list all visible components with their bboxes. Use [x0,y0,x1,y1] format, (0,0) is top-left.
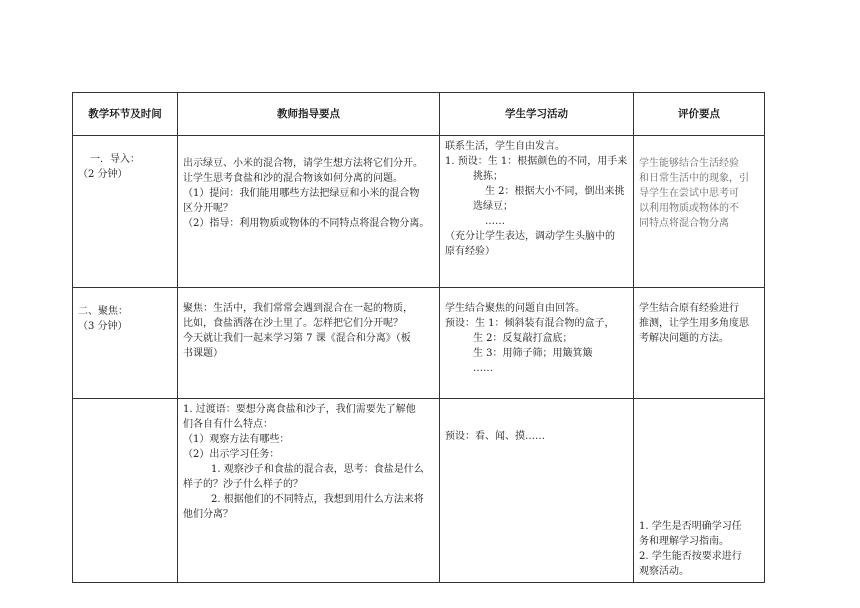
student-line: 挑拣； [473,171,503,182]
header-evaluation-points: 评价要点 [634,93,765,136]
evaluation-line: 观察活动。 [639,566,689,577]
student-line: 预设：生 1：倾斜装有混合物的盒子， [445,318,615,329]
stage-cell [73,288,178,399]
evaluation-line: 考解决问题的方法。 [639,333,729,344]
student-line: …… [485,216,505,227]
student-cell [440,399,634,583]
teacher-line: 书课题） [183,348,223,359]
table-row [73,136,765,288]
teacher-line: 他们分离？ [183,509,233,520]
student-line: 生 2：根据大小不同，倒出来挑 [485,186,625,197]
stage-time: （3 分钟） [78,321,128,332]
evaluation-cell [634,399,765,583]
stage-name: 一．导入： [90,154,140,165]
teacher-line: （1）观察方法有哪些： [183,434,290,445]
student-line: 学生结合聚焦的问题自由回答。 [445,303,585,314]
evaluation-line: 同特点将混合物分离 [639,218,729,229]
evaluation-line: 学生能够结合生活经验 [639,158,739,169]
teacher-line: 2. 根据他们的不同特点，我想到用什么方法来将 [211,494,424,505]
evaluation-line: 2. 学生能否按要求进行 [639,551,742,562]
student-line: （充分让学生表达，调动学生头脑中的 [445,231,615,242]
teacher-line: 区分开呢？ [183,203,233,214]
evaluation-cell [634,288,765,399]
header-student-activity: 学生学习活动 [440,93,634,136]
evaluation-line: 学生结合原有经验进行 [639,303,739,314]
header-teacher-points: 教师指导要点 [178,93,440,136]
student-line: …… [473,363,493,374]
teacher-line: （2）指导：利用物质或物体的不同特点将混合物分离。 [183,218,430,229]
stage-cell [73,399,178,583]
stage-name: 二、聚焦： [78,306,128,317]
teacher-cell [178,288,440,399]
teacher-line: 们各自有什么特点： [183,419,273,430]
header-stage-time: 教学环节及时间 [73,93,178,136]
student-line: 生 2：反复敲打盒底； [473,333,573,344]
teacher-cell [178,399,440,583]
evaluation-line: 推测，让学生用多角度思 [639,318,749,329]
stage-time: （2 分钟） [78,169,128,180]
evaluation-cell [634,136,765,288]
student-line: 选绿豆； [473,201,513,212]
teacher-line: 出示绿豆、小米的混合物，请学生想方法将它们分开。 [183,158,423,169]
student-line: 预设：看、闻、摸…… [445,431,545,442]
teacher-line: 今天就让我们一起来学习第 7 课《混合和分离》（板 [183,333,411,344]
teacher-line: 聚焦：生活中，我们常常会遇到混合在一起的物质， [183,303,413,314]
teacher-line: 样子的？沙子什么样子的？ [183,479,303,490]
lesson-plan-table [72,92,765,583]
teacher-line: 1. 观察沙子和食盐的混合表，思考：食盐是什么 [211,464,424,475]
teacher-line: 比如，食盐洒落在沙土里了。怎样把它们分开呢？ [183,318,403,329]
student-line: 生 3：用筛子筛；用簸箕簸 [473,348,593,359]
evaluation-line: 以利用物质或物体的不 [639,203,739,214]
student-line: 联系生活，学生自由发言。 [445,141,565,152]
table-row [73,288,765,399]
evaluation-line: 和日常生活中的现象，引 [639,173,749,184]
teacher-line: （2）出示学习任务： [183,449,280,460]
student-cell [440,136,634,288]
teacher-line: 让学生思考食盐和沙的混合物该如何分离的问题。 [183,173,403,184]
table-row [73,399,765,583]
student-line: 1. 预设：生 1：根据颜色的不同，用手来 [445,156,628,167]
evaluation-line: 导学生在尝试中思考可 [639,188,739,199]
evaluation-line: 务和理解学习指南。 [639,536,729,547]
student-cell [440,288,634,399]
evaluation-line: 1. 学生是否明确学习任 [639,521,742,532]
table-header-row [73,93,765,136]
stage-cell [73,136,178,288]
teacher-cell [178,136,440,288]
teacher-line: 1. 过渡语：要想分离食盐和沙子，我们需要先了解他 [183,404,416,415]
student-line: 原有经验） [445,246,495,257]
teacher-line: （1）提问：我们能用哪些方法把绿豆和小米的混合物 [183,188,420,199]
